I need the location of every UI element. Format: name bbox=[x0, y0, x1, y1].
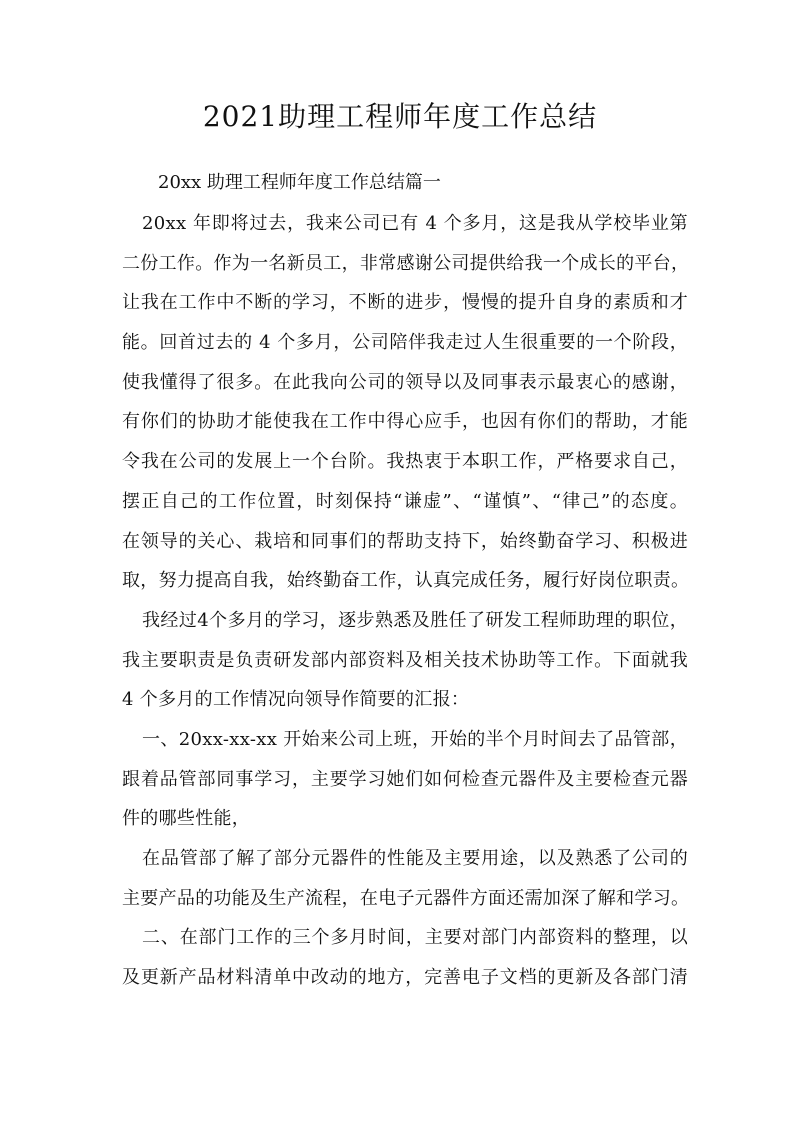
document-title: 2021助理工程师年度工作总结 bbox=[202, 100, 598, 133]
text-line: 取，努力提高自我，始终勤奋工作，认真完成任务，履行好岗位职责。 bbox=[122, 570, 690, 592]
text-line: 二、在部门工作的三个多月时间，主要对部门内部资料的整理，以 bbox=[142, 927, 688, 949]
text-line: 跟着品管部同事学习，主要学习她们如何检查元器件及主要检查元器 bbox=[122, 768, 688, 790]
text-line: 及更新产品材料清单中改动的地方，完善电子文档的更新及各部门清 bbox=[122, 967, 688, 989]
text-line: 使我懂得了很多。在此我向公司的领导以及同事表示最衷心的感谢， bbox=[122, 371, 688, 393]
document-body bbox=[122, 204, 688, 998]
text-line: 在领导的关心、栽培和同事们的帮助支持下，始终勤奋学习、积极进 bbox=[122, 530, 688, 552]
text-line: 有你们的协助才能使我在工作中得心应手，也因有你们的帮助，才能 bbox=[122, 411, 688, 433]
text-line: 我主要职责是负责研发部内部资料及相关技术协助等工作。下面就我 bbox=[122, 649, 688, 671]
text-line: 在品管部了解了部分元器件的性能及主要用途，以及熟悉了公司的 bbox=[142, 848, 688, 869]
text-line: 能。回首过去的 4 个多月，公司陪伴我走过人生很重要的一个阶段， bbox=[122, 332, 688, 354]
text-line: 让我在工作中不断的学习，不断的进步，慢慢的提升自身的素质和才 bbox=[122, 292, 688, 314]
text-line: 4 个多月的工作情况向领导作简要的汇报： bbox=[122, 689, 470, 711]
text-line: 令我在公司的发展上一个台阶。我热衷于本职工作，严格要求自己， bbox=[122, 451, 688, 473]
document-subtitle: 20xx 助理工程师年度工作总结篇一 bbox=[158, 172, 441, 193]
text-line: 件的哪些性能， bbox=[122, 808, 251, 830]
text-line: 一、20xx-xx-xx 开始来公司上班，开始的半个月时间去了品管部， bbox=[142, 728, 688, 750]
text-line: 摆正自己的工作位置，时刻保持“谦虚”、“谨慎”、“律己”的态度。 bbox=[122, 490, 688, 512]
text-line: 主要产品的功能及生产流程，在电子元器件方面还需加深了解和学习。 bbox=[122, 887, 690, 909]
text-line: 二份工作。作为一名新员工，非常感谢公司提供给我一个成长的平台， bbox=[122, 252, 690, 274]
text-line: 20xx 年即将过去，我来公司已有 4 个多月，这是我从学校毕业第 bbox=[142, 213, 688, 234]
text-line: 我经过4个多月的学习，逐步熟悉及胜任了研发工程师助理的职位， bbox=[142, 609, 688, 631]
